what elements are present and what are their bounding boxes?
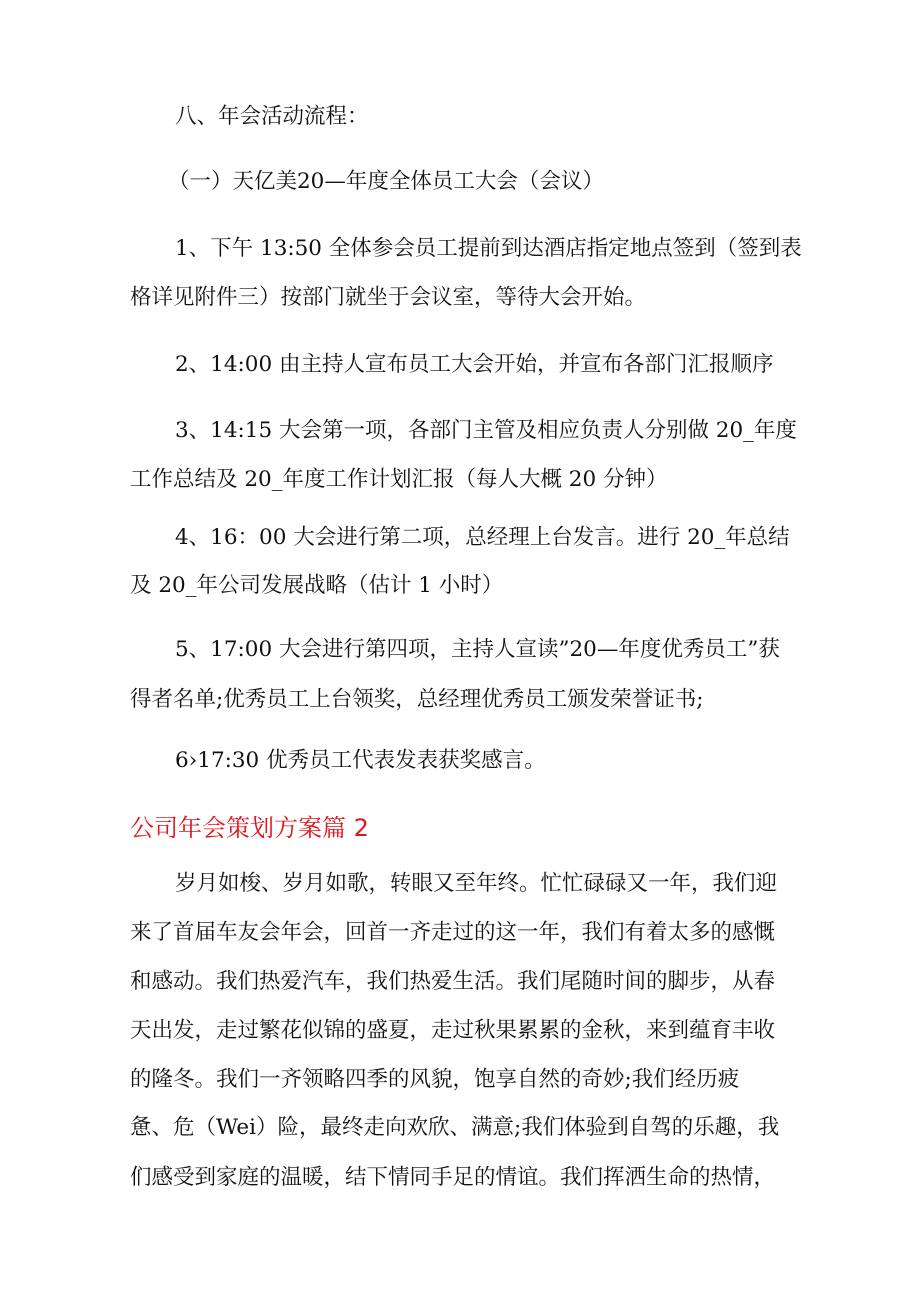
step-2-line-1: 2、14:00 由主持人宣布员工大会开始，并宣布各部门汇报顺序 — [175, 352, 774, 377]
step-4-line-1: 4、16：00 大会进行第二项，总经理上台发言。进行 20_年总结 — [175, 525, 790, 550]
step-6-line-1: 6›17:30 优秀员工代表发表获奖感言。 — [175, 748, 546, 773]
step-1-line-1: 1、下午 13:50 全体参会员工提前到达酒店指定地点签到（签到表 — [175, 236, 802, 261]
section-heading: 公司年会策划方案篇 2 — [130, 814, 369, 842]
paragraph-line: 来了首届车友会年会，回首一齐走过的这一年，我们有着太多的感慨 — [130, 920, 776, 945]
subsection-title: （一）天亿美20—年度全体员工大会（会议） — [168, 169, 604, 194]
paragraph-line: 的隆冬。我们一齐领略四季的风貌，饱享自然的奇妙;我们经历疲 — [130, 1067, 740, 1092]
step-3-line-2: 工作总结及 20_年度工作计划汇报（每人大概 20 分钟） — [130, 467, 668, 492]
paragraph-line: 惫、危（Wei）险，最终走向欢欣、满意;我们体验到自驾的乐趣，我 — [130, 1115, 780, 1140]
step-1-line-2: 格详见附件三）按部门就坐于会议室，等待大会开始。 — [130, 285, 647, 310]
step-5-line-1: 5、17:00 大会进行第四项，主持人宣读”20—年度优秀员工”获 — [175, 637, 780, 662]
paragraph-line: 们感受到家庭的温暖，结下情同手足的情谊。我们挥洒生命的热情， — [130, 1165, 776, 1190]
paragraph-line: 天出发，走过繁花似锦的盛夏，走过秋果累累的金秋，来到蕴育丰收 — [130, 1018, 776, 1043]
paragraph-line: 和感动。我们热爱汽车，我们热爱生活。我们尾随时间的脚步，从春 — [130, 969, 776, 994]
step-3-line-1: 3、14:15 大会第一项，各部门主管及相应负责人分别做 20_年度 — [175, 418, 797, 443]
section-title: 八、年会活动流程： — [175, 104, 369, 129]
step-5-line-2: 得者名单;优秀员工上台领奖，总经理优秀员工颁发荣誉证书; — [130, 687, 704, 712]
paragraph-line: 岁月如梭、岁月如歌，转眼又至年终。忙忙碌碌又一年，我们迎 — [175, 871, 778, 896]
step-4-line-2: 及 20_年公司发展战略（估计 1 小时） — [130, 573, 504, 598]
